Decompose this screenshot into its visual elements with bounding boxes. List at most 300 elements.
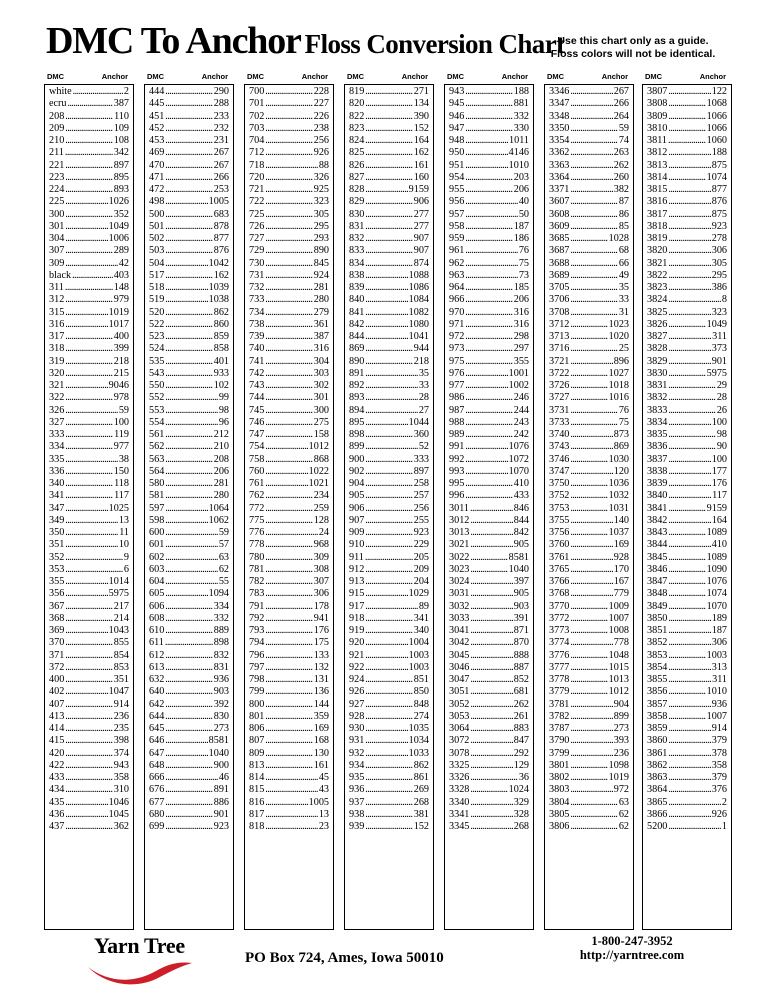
anchor-number: 38 (118, 453, 129, 465)
dmc-number: 335 (49, 453, 65, 465)
conversion-row (149, 294, 229, 306)
dot-leader (365, 503, 412, 515)
dmc-number: 936 (349, 784, 365, 796)
dot-leader (570, 674, 607, 686)
conversion-row (49, 613, 129, 625)
dmc-number: 964 (449, 282, 465, 293)
conversion-row (647, 821, 727, 833)
dmc-number: 3842 (647, 514, 668, 526)
dot-leader (668, 331, 711, 343)
conversion-row (249, 282, 329, 294)
anchor-number: 305 (313, 208, 329, 220)
dmc-number: 919 (349, 625, 365, 636)
dmc-number: 3354 (549, 135, 570, 146)
dmc-number: 3750 (549, 478, 570, 489)
conversion-row (549, 331, 629, 343)
dmc-number: 831 (349, 220, 365, 232)
conversion-row (249, 319, 329, 331)
conversion-row (249, 503, 329, 515)
note-line-2: Floss colors will not be identical. (550, 48, 716, 60)
dot-leader (265, 356, 312, 368)
conversion-list (244, 84, 334, 930)
conversion-row (449, 147, 529, 159)
conversion-row (549, 711, 629, 723)
dmc-number: 211 (49, 147, 64, 159)
anchor-number: 1062 (208, 514, 229, 526)
dot-leader (265, 245, 312, 257)
conversion-row (449, 98, 529, 110)
anchor-number: 75 (518, 257, 529, 269)
website-link[interactable]: http://yarntree.com (579, 948, 685, 962)
dot-leader (668, 429, 715, 441)
contact-info (552, 934, 712, 962)
dmc-number: 704 (249, 135, 265, 146)
dot-leader (668, 539, 710, 551)
dot-leader (165, 809, 212, 821)
dmc-number: 807 (249, 735, 265, 747)
conversion-row (149, 625, 229, 637)
anchor-number: 397 (513, 576, 529, 587)
dmc-number: 3743 (549, 441, 570, 453)
conversion-row (549, 147, 629, 159)
dmc-number: 648 (149, 759, 165, 771)
dmc-number: 3823 (647, 282, 668, 293)
dmc-number: 995 (449, 478, 465, 489)
conversion-row (249, 209, 329, 221)
anchor-number: 905 (513, 539, 529, 551)
dot-leader (570, 135, 617, 147)
dot-leader (668, 503, 705, 515)
dot-leader (165, 613, 212, 625)
anchor-number: 238 (313, 122, 329, 134)
anchor-number: 1028 (608, 233, 629, 244)
dot-leader (668, 98, 705, 110)
dot-leader (165, 343, 212, 355)
conversion-row (49, 821, 129, 833)
dot-leader (465, 454, 507, 466)
conversion-row (549, 294, 629, 306)
dmc-number: 677 (149, 796, 165, 808)
conversion-row (349, 699, 429, 711)
dmc-number: 993 (449, 465, 465, 477)
anchor-number: 360 (413, 429, 429, 440)
anchor-number: 887 (513, 661, 529, 673)
dmc-number: 824 (349, 135, 365, 146)
anchor-number: 340 (413, 625, 429, 636)
anchor-number: 136 (313, 686, 329, 698)
anchor-number: 260 (613, 171, 629, 183)
anchor-number: 853 (113, 661, 129, 673)
dot-leader (165, 441, 212, 453)
anchor-number: 40 (518, 196, 529, 208)
anchor-number: 329 (513, 796, 529, 808)
dmc-number: 775 (249, 514, 265, 526)
dmc-number: 3687 (549, 245, 570, 257)
dot-leader (465, 417, 512, 429)
conversion-row (549, 343, 629, 355)
anchor-number: 246 (513, 392, 529, 404)
conversion-row (647, 490, 727, 502)
dmc-number: 977 (449, 380, 465, 391)
anchor-number: 936 (711, 698, 727, 710)
conversion-row (647, 405, 727, 417)
conversion-row (349, 490, 429, 502)
conversion-row (249, 429, 329, 441)
anchor-number: 256 (313, 135, 329, 146)
conversion-row (349, 674, 429, 686)
dmc-number: 801 (249, 710, 265, 722)
anchor-number: 355 (513, 355, 529, 367)
dot-leader (668, 723, 710, 735)
conversion-row (249, 111, 329, 123)
conversion-row (647, 160, 727, 172)
anchor-number: 924 (313, 269, 329, 281)
dot-leader (72, 270, 113, 282)
dmc-number: 3328 (449, 784, 470, 796)
dot-leader (668, 147, 710, 159)
anchor-number: 5975 (706, 367, 727, 379)
conversion-row (647, 270, 727, 282)
anchor-number: 862 (413, 759, 429, 771)
dmc-number: 3685 (549, 233, 570, 244)
anchor-number: 96 (218, 416, 229, 428)
dmc-number: 434 (49, 784, 65, 796)
anchor-number: 1025 (108, 502, 129, 514)
dmc-header: DMC (147, 72, 165, 81)
dot-leader (165, 784, 212, 796)
dot-leader (470, 564, 507, 576)
anchor-number: 89 (418, 600, 429, 612)
dot-leader (668, 209, 710, 221)
dmc-number: 469 (149, 147, 165, 159)
conversion-row (49, 454, 129, 466)
anchor-number: 852 (513, 674, 529, 685)
conversion-row (549, 319, 629, 331)
dot-leader (668, 686, 705, 698)
dmc-number: 743 (249, 380, 265, 391)
dmc-number: 911 (349, 551, 364, 563)
dmc-number: 3689 (549, 269, 570, 281)
dmc-number: 986 (449, 392, 465, 404)
conversion-row (647, 503, 727, 515)
anchor-number: 243 (513, 416, 529, 428)
dmc-number: 647 (149, 747, 165, 759)
conversion-row (149, 258, 229, 270)
conversion-row (149, 527, 229, 539)
conversion-row (647, 196, 727, 208)
dmc-number: 3827 (647, 331, 668, 342)
anchor-number: 860 (213, 318, 229, 330)
dot-leader (570, 686, 607, 698)
conversion-row (647, 748, 727, 760)
conversion-row (49, 686, 129, 698)
dot-leader (365, 392, 418, 404)
dmc-number: 307 (49, 245, 65, 257)
dmc-number: 208 (49, 110, 65, 122)
dot-leader (265, 258, 312, 270)
dmc-number: 3042 (449, 637, 470, 649)
anchor-number: 895 (113, 171, 129, 183)
conversion-row (249, 233, 329, 245)
dmc-number: 3849 (647, 600, 668, 612)
conversion-row (49, 637, 129, 649)
anchor-number: 832 (213, 649, 229, 661)
dot-leader (65, 625, 107, 637)
conversion-row (349, 184, 429, 196)
conversion-row (49, 809, 129, 821)
conversion-row (549, 478, 629, 490)
dmc-number: 973 (449, 343, 465, 355)
conversion-row (449, 625, 529, 637)
dot-leader (668, 123, 705, 135)
dmc-number: 452 (149, 122, 165, 134)
anchor-number: 923 (413, 527, 429, 538)
dmc-number: 3608 (549, 208, 570, 220)
dmc-number: 3833 (647, 404, 668, 416)
conversion-row (349, 809, 429, 821)
dmc-number: 970 (449, 306, 465, 318)
anchor-number: 233 (213, 110, 229, 122)
dmc-number: 3828 (647, 343, 668, 355)
conversion-row (49, 429, 129, 441)
dmc-number: 898 (349, 429, 365, 440)
dot-leader (668, 160, 710, 172)
dmc-number: 3853 (647, 649, 668, 661)
dmc-number: 3790 (549, 735, 570, 747)
dot-leader (65, 478, 113, 490)
conversion-row (249, 466, 329, 478)
dmc-number: 3031 (449, 588, 470, 600)
anchor-number: 1032 (608, 490, 629, 502)
dmc-number: 3820 (647, 245, 668, 257)
dmc-number: 701 (249, 98, 265, 110)
dot-leader (365, 723, 407, 735)
anchor-number: 100 (711, 453, 727, 465)
anchor-number: 293 (313, 233, 329, 244)
conversion-row (49, 784, 129, 796)
dot-leader (265, 441, 307, 453)
anchor-header: Anchor (401, 72, 428, 81)
dmc-number: 3727 (549, 392, 570, 404)
conversion-row (549, 515, 629, 527)
conversion-column (144, 72, 234, 930)
dmc-number: 3834 (647, 416, 668, 428)
anchor-header: Anchor (601, 72, 628, 81)
anchor-number: 1020 (608, 331, 629, 342)
dot-leader (65, 282, 113, 294)
dmc-number: 935 (349, 772, 365, 783)
dot-leader (265, 209, 312, 221)
conversion-row (349, 515, 429, 527)
anchor-number: 9 (123, 551, 129, 563)
conversion-row (647, 662, 727, 674)
conversion-row (549, 356, 629, 368)
dot-leader (65, 233, 107, 245)
dot-leader (165, 196, 207, 208)
dmc-number: 3799 (549, 747, 570, 759)
dot-leader (470, 723, 512, 735)
dot-leader (570, 821, 617, 833)
title-main: DMC To Anchor (46, 20, 301, 62)
dmc-number: 3859 (647, 723, 668, 734)
dmc-number: 3348 (549, 110, 570, 122)
conversion-row (249, 184, 329, 196)
dmc-number: 3809 (647, 110, 668, 122)
conversion-row (449, 503, 529, 515)
dmc-number: 3012 (449, 514, 470, 526)
anchor-number: 210 (213, 441, 229, 453)
anchor-number: 215 (113, 367, 129, 379)
dmc-number: 611 (149, 637, 164, 649)
conversion-row (647, 515, 727, 527)
conversion-row (149, 123, 229, 135)
dot-leader (570, 650, 607, 662)
dot-leader (165, 748, 207, 760)
anchor-number: 150 (113, 465, 129, 477)
anchor-number: 86 (618, 208, 629, 220)
dmc-number: 300 (49, 208, 65, 220)
conversion-row (647, 233, 727, 245)
anchor-number: 1 (721, 821, 727, 832)
dot-leader (165, 723, 212, 735)
dmc-number: 3078 (449, 747, 470, 759)
dmc-number: 913 (349, 576, 365, 587)
dmc-number: 3033 (449, 612, 470, 624)
dmc-number: 833 (349, 245, 365, 257)
anchor-number: 1076 (706, 576, 727, 587)
conversion-row (249, 552, 329, 564)
anchor-number: 901 (213, 808, 229, 820)
dmc-number: 3843 (647, 527, 668, 538)
anchor-number: 271 (413, 86, 429, 97)
dot-leader (265, 735, 312, 747)
conversion-row (249, 380, 329, 392)
column-header (144, 72, 234, 84)
anchor-number: 118 (114, 478, 129, 489)
conversion-row (49, 564, 129, 576)
dmc-number: 946 (449, 110, 465, 122)
dmc-header: DMC (247, 72, 265, 81)
anchor-number: 392 (213, 698, 229, 710)
anchor-number: 871 (513, 625, 529, 636)
dmc-number: 818 (249, 821, 265, 832)
conversion-row (349, 662, 429, 674)
anchor-number: 778 (613, 637, 629, 649)
dot-leader (265, 147, 312, 159)
dmc-number: 349 (49, 514, 65, 526)
dmc-number: 3845 (647, 551, 668, 563)
conversion-row (349, 233, 429, 245)
dot-leader (668, 356, 710, 368)
dmc-number: 517 (149, 269, 165, 281)
anchor-number: 869 (613, 441, 629, 453)
dmc-number: 819 (349, 86, 365, 97)
dot-leader (465, 368, 507, 380)
dmc-number: 3855 (647, 674, 668, 685)
conversion-row (249, 392, 329, 404)
dot-leader (165, 466, 212, 478)
dot-leader (570, 797, 617, 809)
dot-leader (365, 588, 407, 600)
anchor-number: 374 (113, 747, 129, 759)
conversion-list (444, 84, 534, 930)
conversion-row (349, 735, 429, 747)
conversion-row (149, 748, 229, 760)
dmc-number: 820 (349, 98, 365, 110)
dot-leader (570, 209, 617, 221)
dmc-number: 580 (149, 478, 165, 489)
dmc-number: 959 (449, 233, 465, 244)
dot-leader (365, 245, 412, 257)
dot-leader (570, 245, 617, 257)
dmc-number: 351 (49, 539, 65, 551)
conversion-row (549, 662, 629, 674)
anchor-number: 76 (618, 404, 629, 416)
anchor-number: 1088 (408, 269, 429, 281)
dmc-number: 720 (249, 171, 265, 183)
anchor-number: 227 (313, 98, 329, 110)
dot-leader (570, 564, 612, 576)
conversion-row (49, 662, 129, 674)
anchor-number: 161 (413, 159, 429, 171)
dmc-number: 3802 (549, 772, 570, 783)
dot-leader (668, 552, 705, 564)
dmc-number: 813 (249, 759, 265, 771)
title-sub: Floss Conversion Chart (304, 29, 565, 59)
dot-leader (470, 821, 512, 833)
anchor-number: 896 (613, 355, 629, 367)
dmc-number: 922 (349, 661, 365, 673)
anchor-number: 164 (413, 135, 429, 146)
anchor-number: 1019 (608, 772, 629, 783)
dmc-number: 413 (49, 710, 65, 722)
dot-leader (365, 368, 418, 380)
dot-leader (265, 650, 312, 662)
dmc-number: 3805 (549, 808, 570, 820)
anchor-number: 62 (218, 563, 229, 575)
dot-leader (570, 662, 607, 674)
dmc-number: 938 (349, 808, 365, 820)
anchor-number: 158 (313, 429, 329, 440)
conversion-row (249, 478, 329, 490)
anchor-number: 263 (613, 147, 629, 159)
anchor-number: 275 (313, 416, 329, 428)
anchor-number: 162 (413, 147, 429, 159)
conversion-column (244, 72, 334, 930)
conversion-row (149, 111, 229, 123)
dot-leader (365, 282, 407, 294)
conversion-row (49, 515, 129, 527)
dot-leader (365, 650, 407, 662)
dmc-number: 563 (149, 453, 165, 465)
dot-leader (668, 748, 710, 760)
dot-leader (165, 368, 212, 380)
conversion-row (349, 86, 429, 98)
anchor-number: 861 (413, 772, 429, 783)
dmc-number: 316 (49, 318, 65, 330)
dot-leader (165, 527, 218, 539)
conversion-row (549, 221, 629, 233)
dot-leader (165, 674, 212, 686)
conversion-row (549, 258, 629, 270)
conversion-row (49, 319, 129, 331)
dot-leader (570, 723, 612, 735)
dot-leader (570, 172, 612, 184)
anchor-number: 977 (113, 441, 129, 453)
anchor-number: 261 (513, 710, 529, 722)
conversion-row (149, 147, 229, 159)
anchor-number: 279 (313, 306, 329, 318)
